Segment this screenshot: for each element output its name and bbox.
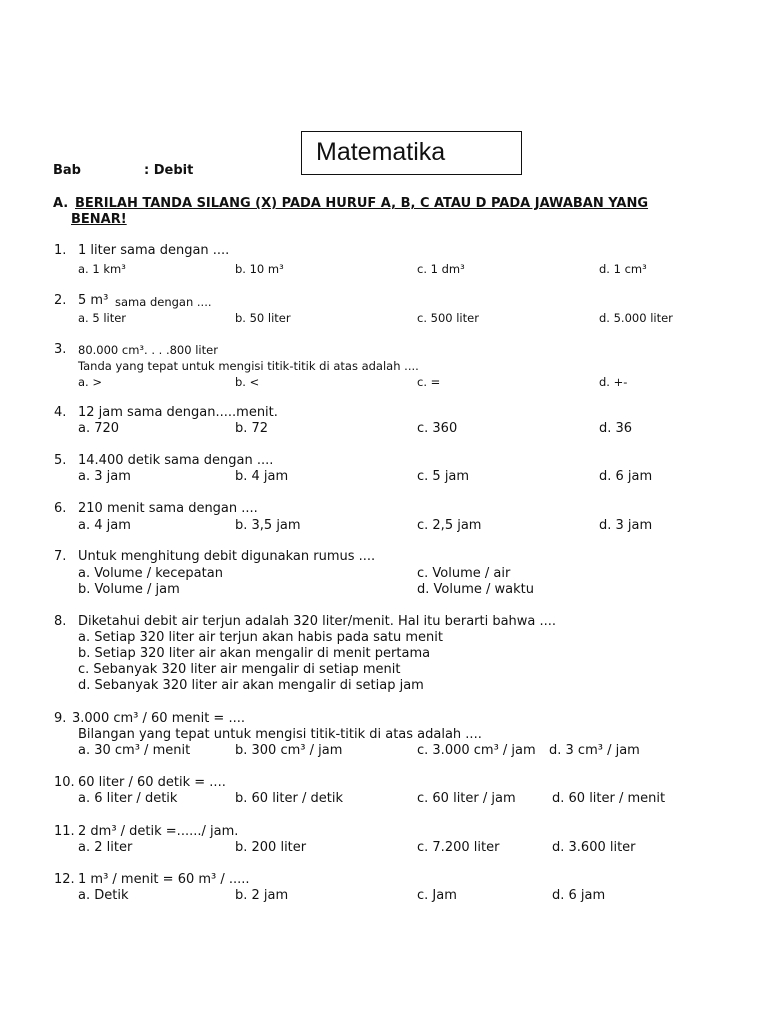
question-number: 4. <box>54 405 67 420</box>
instruction-line-1: BERILAH TANDA SILANG (X) PADA HURUF A, B, C ATAU D PADA JAWABAN YANG <box>75 196 649 211</box>
option-b[interactable]: b. Setiap 320 liter air akan mengalir di menit pertama <box>78 646 431 661</box>
option-c[interactable]: c. 2,5 jam <box>417 518 482 533</box>
option-c[interactable]: c. 1 dm³ <box>417 262 465 276</box>
option-c[interactable]: c. Jam <box>417 888 457 903</box>
option-d[interactable]: d. Volume / waktu <box>417 582 534 597</box>
option-b[interactable]: b. 300 cm³ / jam <box>235 743 343 758</box>
title-box <box>301 131 522 175</box>
worksheet-title: Matematika <box>316 138 446 166</box>
option-d[interactable]: d. 6 jam <box>552 888 606 903</box>
bab-label: Bab <box>53 163 81 178</box>
question-number: 1. <box>54 243 67 258</box>
question-number: 12. <box>54 872 75 887</box>
option-b[interactable]: b. 2 jam <box>235 888 289 903</box>
option-b[interactable]: b. 4 jam <box>235 469 289 484</box>
option-a[interactable]: a. 30 cm³ / menit <box>78 743 191 758</box>
question-number: 3. <box>54 342 67 357</box>
question-text: 12 jam sama dengan.....menit. <box>78 405 278 420</box>
question-number: 8. <box>54 614 67 629</box>
question-number: 7. <box>54 549 67 564</box>
option-d[interactable]: d. 36 <box>599 421 633 436</box>
option-d[interactable]: d. 1 cm³ <box>599 262 647 276</box>
option-a[interactable]: a. 1 km³ <box>78 262 126 276</box>
option-b[interactable]: b. 60 liter / detik <box>235 791 343 806</box>
bab-value: : Debit <box>144 163 194 178</box>
option-b[interactable]: b. 72 <box>235 421 269 436</box>
question-text: 1 liter sama dengan .... <box>78 243 230 258</box>
question-text: 2 dm³ / detik =....../ jam. <box>78 824 239 839</box>
question-number: 11. <box>54 824 75 839</box>
option-a[interactable]: a. 720 <box>78 421 120 436</box>
question-number: 9. <box>54 711 67 726</box>
option-a[interactable]: a. 2 liter <box>78 840 133 855</box>
question-number: 5. <box>54 453 67 468</box>
question-number: 6. <box>54 501 67 516</box>
option-c[interactable]: c. 360 <box>417 421 458 436</box>
option-a[interactable]: a. 6 liter / detik <box>78 791 178 806</box>
question-text: Diketahui debit air terjun adalah 320 liter/menit. Hal itu berarti bahwa .... <box>78 614 557 629</box>
option-d[interactable]: d. +- <box>599 375 628 389</box>
question-text: Untuk menghitung debit digunakan rumus .... <box>78 549 376 564</box>
option-b[interactable]: b. 200 liter <box>235 840 307 855</box>
option-c[interactable]: c. = <box>417 375 441 389</box>
option-b[interactable]: b. 10 m³ <box>235 262 284 276</box>
option-a[interactable]: a. Detik <box>78 888 129 903</box>
question-number: 2. <box>54 293 67 308</box>
question-text: 14.400 detik sama dengan .... <box>78 453 274 468</box>
option-c[interactable]: c. 5 jam <box>417 469 470 484</box>
option-c[interactable]: c. Sebanyak 320 liter air mengalir di setiap menit <box>78 662 401 677</box>
option-b[interactable]: b. Volume / jam <box>78 582 180 597</box>
option-c[interactable]: c. 60 liter / jam <box>417 791 516 806</box>
question-text: 3.000 cm³ / 60 menit = .... <box>72 711 245 726</box>
option-b[interactable]: b. < <box>235 375 260 389</box>
option-b[interactable]: b. 3,5 jam <box>235 518 301 533</box>
option-d[interactable]: d. 6 jam <box>599 469 653 484</box>
option-d[interactable]: d. 60 liter / menit <box>552 791 666 806</box>
option-d[interactable]: d. 3 jam <box>599 518 653 533</box>
question-subtext: Bilangan yang tepat untuk mengisi titik-titik di atas adalah .... <box>78 727 482 742</box>
question-text: 1 m³ / menit = 60 m³ / ..... <box>78 872 250 887</box>
question-number: 10. <box>54 775 75 790</box>
question-subtext: Tanda yang tepat untuk mengisi titik-titik di atas adalah .... <box>78 359 419 373</box>
question-text: 210 menit sama dengan .... <box>78 501 258 516</box>
option-a[interactable]: a. 3 jam <box>78 469 131 484</box>
option-d[interactable]: d. 3 cm³ / jam <box>549 743 640 758</box>
option-a[interactable]: a. 4 jam <box>78 518 131 533</box>
option-c[interactable]: c. 500 liter <box>417 311 479 325</box>
option-a[interactable]: a. > <box>78 375 102 389</box>
question-text: 60 liter / 60 detik = .... <box>78 775 226 790</box>
option-a[interactable]: a. 5 liter <box>78 311 127 325</box>
question-text-quantity: 5 m³ <box>78 293 109 308</box>
instruction-letter: A. <box>53 196 69 211</box>
option-a[interactable]: a. Volume / kecepatan <box>78 566 223 581</box>
option-c[interactable]: c. 7.200 liter <box>417 840 500 855</box>
option-d[interactable]: d. 3.600 liter <box>552 840 636 855</box>
option-a[interactable]: a. Setiap 320 liter air terjun akan habis pada satu menit <box>78 630 443 645</box>
instruction-line-2: BENAR! <box>71 212 127 227</box>
option-b[interactable]: b. 50 liter <box>235 311 291 325</box>
option-c[interactable]: c. 3.000 cm³ / jam <box>417 743 536 758</box>
question-text: 80.000 cm³. . . .800 liter <box>78 343 218 357</box>
option-d[interactable]: d. Sebanyak 320 liter air akan mengalir di setiap jam <box>78 678 424 693</box>
option-d[interactable]: d. 5.000 liter <box>599 311 673 325</box>
question-text: sama dengan .... <box>115 295 212 309</box>
option-c[interactable]: c. Volume / air <box>417 566 511 581</box>
